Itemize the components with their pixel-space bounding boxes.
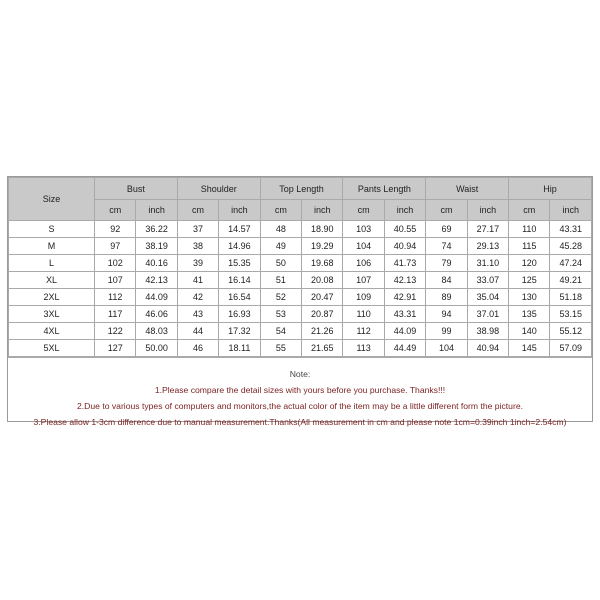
value-cell: 16.93 — [219, 306, 260, 323]
note-line-1: 1.Please compare the detail sizes with yours before you purchase. Thanks!!! — [154, 385, 446, 395]
value-cell: 17.32 — [219, 323, 260, 340]
value-cell: 109 — [343, 289, 384, 306]
value-cell: 127 — [95, 340, 136, 357]
value-cell: 97 — [95, 238, 136, 255]
header-unit-inch: inch — [550, 200, 592, 221]
header-unit-cm: cm — [177, 200, 218, 221]
header-group-waist: Waist — [426, 178, 509, 200]
size-cell: L — [9, 255, 95, 272]
value-cell: 29.13 — [467, 238, 508, 255]
value-cell: 16.14 — [219, 272, 260, 289]
value-cell: 41 — [177, 272, 218, 289]
value-cell: 31.10 — [467, 255, 508, 272]
value-cell: 112 — [343, 323, 384, 340]
value-cell: 20.47 — [302, 289, 343, 306]
table-row — [9, 272, 592, 289]
value-cell: 21.26 — [302, 323, 343, 340]
value-cell: 106 — [343, 255, 384, 272]
header-unit-inch: inch — [467, 200, 508, 221]
value-cell: 55 — [260, 340, 301, 357]
value-cell: 44 — [177, 323, 218, 340]
header-unit-cm: cm — [426, 200, 467, 221]
value-cell: 92 — [95, 221, 136, 238]
value-cell: 117 — [95, 306, 136, 323]
value-cell: 113 — [343, 340, 384, 357]
value-cell: 40.94 — [467, 340, 508, 357]
value-cell: 50.00 — [136, 340, 177, 357]
value-cell: 69 — [426, 221, 467, 238]
value-cell: 40.55 — [384, 221, 425, 238]
value-cell: 42.13 — [136, 272, 177, 289]
value-cell: 16.54 — [219, 289, 260, 306]
value-cell: 38.19 — [136, 238, 177, 255]
value-cell: 74 — [426, 238, 467, 255]
value-cell: 38 — [177, 238, 218, 255]
value-cell: 84 — [426, 272, 467, 289]
value-cell: 44.49 — [384, 340, 425, 357]
value-cell: 43.31 — [384, 306, 425, 323]
value-cell: 52 — [260, 289, 301, 306]
value-cell: 48 — [260, 221, 301, 238]
value-cell: 107 — [95, 272, 136, 289]
value-cell: 89 — [426, 289, 467, 306]
value-cell: 38.98 — [467, 323, 508, 340]
value-cell: 79 — [426, 255, 467, 272]
header-unit-inch: inch — [302, 200, 343, 221]
value-cell: 14.96 — [219, 238, 260, 255]
value-cell: 39 — [177, 255, 218, 272]
value-cell: 37.01 — [467, 306, 508, 323]
size-cell: S — [9, 221, 95, 238]
value-cell: 107 — [343, 272, 384, 289]
value-cell: 36.22 — [136, 221, 177, 238]
value-cell: 42 — [177, 289, 218, 306]
value-cell: 21.65 — [302, 340, 343, 357]
value-cell: 43 — [177, 306, 218, 323]
value-cell: 55.12 — [550, 323, 592, 340]
value-cell: 14.57 — [219, 221, 260, 238]
table-row — [9, 221, 592, 238]
value-cell: 20.08 — [302, 272, 343, 289]
value-cell: 49 — [260, 238, 301, 255]
note-line-2: 2.Due to various types of computers and monitors,the actual color of the item may be a little different form the picture. — [77, 401, 523, 411]
table-row — [9, 238, 592, 255]
value-cell: 53.15 — [550, 306, 592, 323]
value-cell: 41.73 — [384, 255, 425, 272]
header-group-shoulder: Shoulder — [177, 178, 260, 200]
value-cell: 53 — [260, 306, 301, 323]
value-cell: 48.03 — [136, 323, 177, 340]
value-cell: 42.91 — [384, 289, 425, 306]
value-cell: 15.35 — [219, 255, 260, 272]
value-cell: 115 — [509, 238, 550, 255]
value-cell: 94 — [426, 306, 467, 323]
value-cell: 140 — [509, 323, 550, 340]
value-cell: 102 — [95, 255, 136, 272]
value-cell: 40.16 — [136, 255, 177, 272]
value-cell: 18.11 — [219, 340, 260, 357]
value-cell: 37 — [177, 221, 218, 238]
header-group-top-length: Top Length — [260, 178, 343, 200]
value-cell: 40.94 — [384, 238, 425, 255]
value-cell: 49.21 — [550, 272, 592, 289]
value-cell: 43.31 — [550, 221, 592, 238]
value-cell: 122 — [95, 323, 136, 340]
value-cell: 104 — [426, 340, 467, 357]
header-unit-cm: cm — [260, 200, 301, 221]
value-cell: 145 — [509, 340, 550, 357]
value-cell: 45.28 — [550, 238, 592, 255]
size-chart — [7, 176, 593, 427]
size-table — [8, 177, 592, 357]
table-row — [9, 255, 592, 272]
table-row — [9, 289, 592, 306]
header-unit-cm: cm — [509, 200, 550, 221]
value-cell: 120 — [509, 255, 550, 272]
size-cell: 3XL — [9, 306, 95, 323]
note-title: Note: — [289, 369, 311, 379]
size-cell: 4XL — [9, 323, 95, 340]
size-cell: XL — [9, 272, 95, 289]
value-cell: 125 — [509, 272, 550, 289]
table-row — [9, 306, 592, 323]
header-unit-inch: inch — [136, 200, 177, 221]
value-cell: 20.87 — [302, 306, 343, 323]
value-cell: 18.90 — [302, 221, 343, 238]
value-cell: 19.68 — [302, 255, 343, 272]
value-cell: 19.29 — [302, 238, 343, 255]
value-cell: 99 — [426, 323, 467, 340]
value-cell: 46.06 — [136, 306, 177, 323]
value-cell: 54 — [260, 323, 301, 340]
value-cell: 130 — [509, 289, 550, 306]
header-size: Size — [9, 178, 95, 221]
header-group-pants-length: Pants Length — [343, 178, 426, 200]
size-cell: 5XL — [9, 340, 95, 357]
value-cell: 27.17 — [467, 221, 508, 238]
header-unit-inch: inch — [384, 200, 425, 221]
value-cell: 110 — [509, 221, 550, 238]
value-cell: 51.18 — [550, 289, 592, 306]
value-cell: 35.04 — [467, 289, 508, 306]
table-row — [9, 323, 592, 340]
value-cell: 44.09 — [384, 323, 425, 340]
value-cell: 51 — [260, 272, 301, 289]
header-group-bust: Bust — [95, 178, 178, 200]
value-cell: 33.07 — [467, 272, 508, 289]
value-cell: 103 — [343, 221, 384, 238]
size-cell: 2XL — [9, 289, 95, 306]
header-group-hip: Hip — [509, 178, 592, 200]
header-unit-cm: cm — [95, 200, 136, 221]
value-cell: 112 — [95, 289, 136, 306]
value-cell: 57.09 — [550, 340, 592, 357]
value-cell: 135 — [509, 306, 550, 323]
value-cell: 47.24 — [550, 255, 592, 272]
note-line-3: 3.Please allow 1-3cm difference due to manual measurement.Thanks(All measurement in cm and please note 1cm=0.39inch 1inch=2.54cm) — [33, 417, 567, 427]
notes-section — [8, 357, 592, 427]
header-unit-inch: inch — [219, 200, 260, 221]
value-cell: 46 — [177, 340, 218, 357]
table-row — [9, 340, 592, 357]
header-unit-cm: cm — [343, 200, 384, 221]
value-cell: 44.09 — [136, 289, 177, 306]
value-cell: 104 — [343, 238, 384, 255]
size-cell: M — [9, 238, 95, 255]
value-cell: 42.13 — [384, 272, 425, 289]
value-cell: 110 — [343, 306, 384, 323]
value-cell: 50 — [260, 255, 301, 272]
